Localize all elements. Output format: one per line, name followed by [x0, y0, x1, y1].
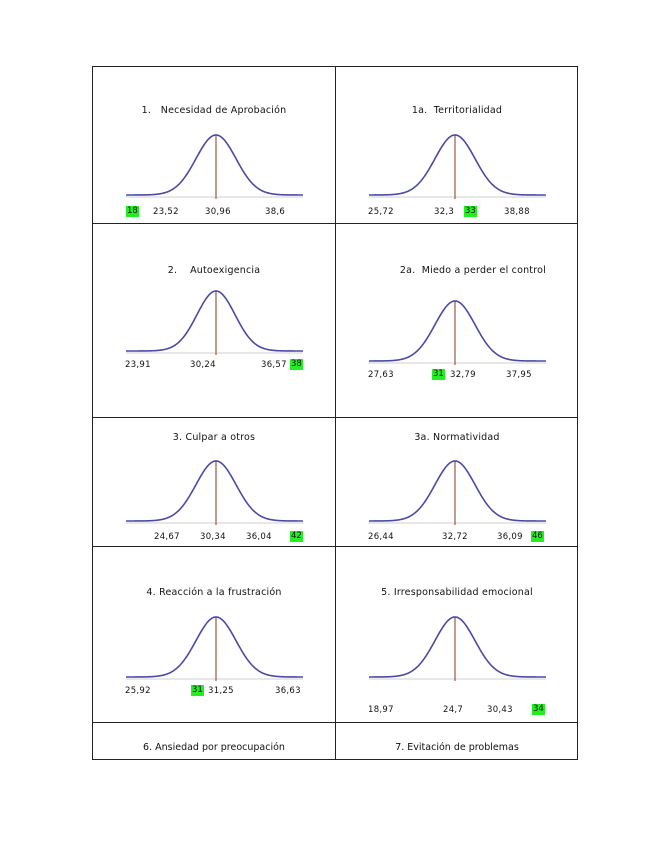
- mean-value: 30,96: [205, 207, 231, 217]
- bell-curve: [369, 301, 546, 361]
- scale-title: 3a. Normatividad: [414, 432, 500, 443]
- mean-value: 32,79: [450, 370, 476, 380]
- high-value: 37,95: [506, 370, 532, 380]
- cell-autoexigencia: [93, 224, 335, 417]
- high-value: 36,09: [497, 532, 523, 542]
- high-value: 38,88: [504, 207, 530, 217]
- low-value: 26,44: [368, 532, 394, 542]
- normal-curve: [93, 453, 335, 523]
- high-value: 38,6: [265, 207, 286, 217]
- cell-necesidad-aprobacion: [93, 67, 335, 223]
- score-highlight: 31: [192, 685, 203, 695]
- high-value: 36,04: [246, 532, 272, 542]
- scales-table: [92, 66, 578, 760]
- bell-curve: [126, 291, 303, 351]
- score-highlight: 31: [433, 369, 444, 379]
- scale-title: 4. Reacción a la frustración: [146, 587, 282, 598]
- low-value: 23,91: [125, 360, 151, 370]
- scale-title: 1a. Territorialidad: [411, 105, 503, 116]
- cell-miedo-perder-control: [336, 224, 578, 417]
- cell-normatividad: [336, 418, 578, 546]
- normal-curve: [336, 301, 578, 371]
- scale-title: 1. Necesidad de Aprobación: [141, 105, 287, 116]
- scale-title-ansiedad: 6. Ansiedad por preocupación: [143, 742, 285, 753]
- bell-curve: [126, 461, 303, 521]
- cell-irresponsabilidad-emocional: [336, 547, 578, 722]
- scale-title: 2a. Miedo a perder el control: [399, 265, 546, 276]
- bell-curve: [369, 135, 546, 195]
- score-highlight: 33: [465, 206, 476, 216]
- score-highlight: 46: [532, 531, 543, 541]
- low-value: 24,67: [154, 532, 180, 542]
- scale-title: 3. Culpar a otros: [172, 432, 256, 443]
- normal-curve: [336, 453, 578, 523]
- high-value: 36,63: [275, 686, 301, 696]
- high-value: 36,57: [261, 360, 287, 370]
- normal-curve: [93, 127, 335, 197]
- cell-reaccion-frustracion: [93, 547, 335, 722]
- mean-value: 30,24: [190, 360, 216, 370]
- normal-curve: [93, 609, 335, 679]
- scale-title: 5. Irresponsabilidad emocional: [381, 587, 533, 598]
- cell-territorialidad: [336, 67, 578, 223]
- score-highlight: 18: [127, 206, 138, 216]
- score-highlight: 38: [291, 359, 302, 369]
- low-value: 25,92: [125, 686, 151, 696]
- bell-curve: [126, 617, 303, 677]
- mean-value: 31,25: [208, 686, 234, 696]
- score-highlight: 34: [533, 704, 544, 714]
- mean-value: 32,3: [434, 207, 455, 217]
- bell-curve: [126, 135, 303, 195]
- normal-curve: [93, 291, 335, 361]
- row-divider: [93, 722, 577, 723]
- normal-curve: [336, 609, 578, 679]
- score-highlight: 42: [291, 531, 302, 541]
- normal-curve: [336, 127, 578, 197]
- scale-title: 2. Autoexigencia: [167, 265, 261, 276]
- mean-value: 24,7: [443, 705, 464, 715]
- low-value: 25,72: [368, 207, 394, 217]
- bell-curve: [369, 617, 546, 677]
- low-value: 18,97: [368, 705, 394, 715]
- bell-curve: [369, 461, 546, 521]
- mean-value: 30,34: [200, 532, 226, 542]
- scale-title-evitacion: 7. Evitación de problemas: [395, 742, 519, 753]
- low-value: 27,63: [368, 370, 394, 380]
- high-value: 30,43: [487, 705, 513, 715]
- low-value: 23,52: [153, 207, 179, 217]
- mean-value: 32,72: [442, 532, 468, 542]
- cell-culpar-otros: [93, 418, 335, 546]
